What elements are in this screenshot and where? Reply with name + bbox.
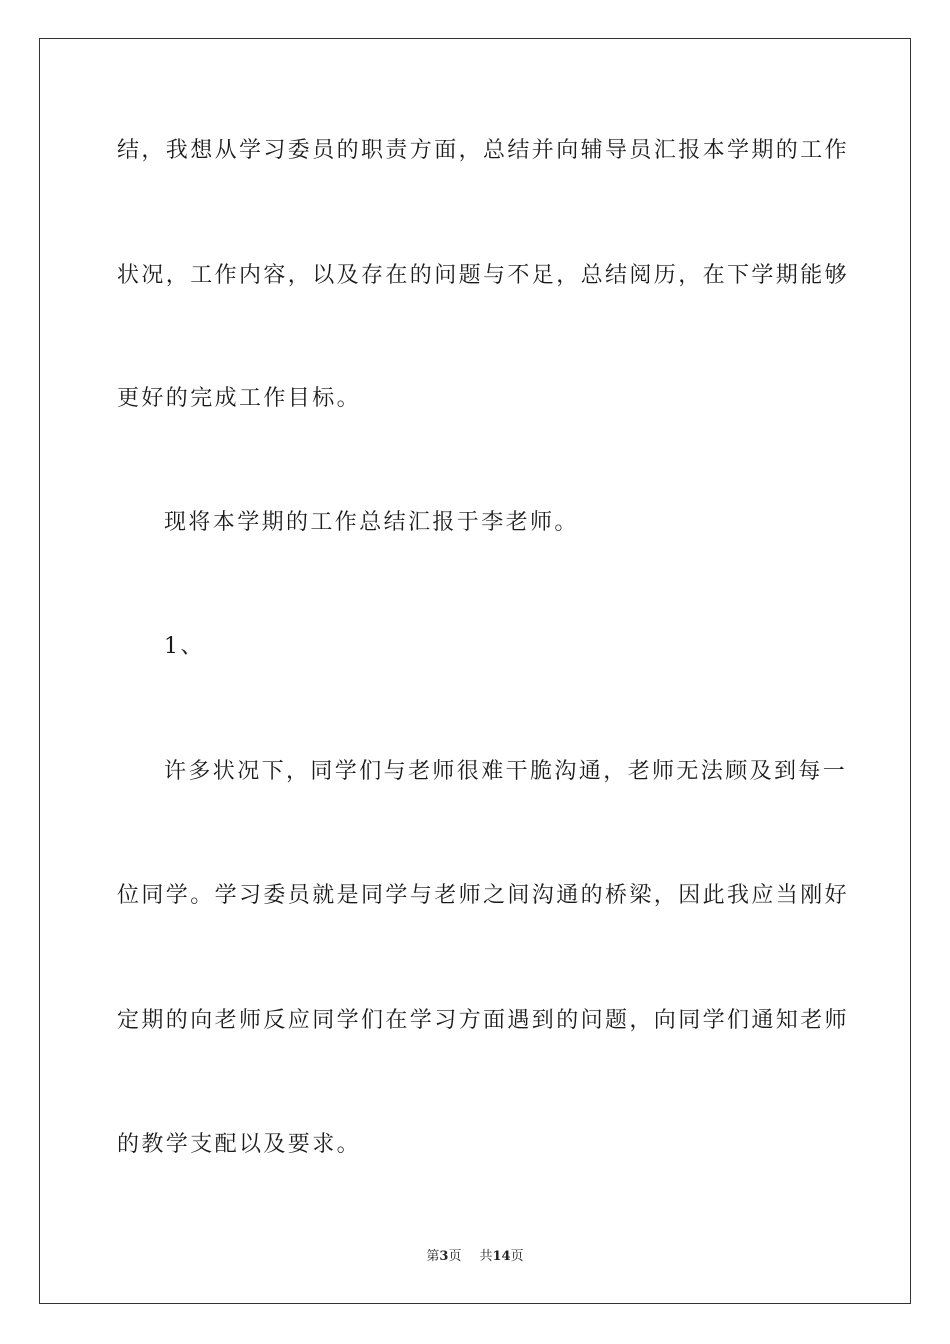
page-footer: [0, 1248, 950, 1266]
footer-page-total: 14: [492, 1249, 511, 1264]
text-line: 的教学支配以及要求。: [117, 1132, 362, 1157]
text-line: 结，我想从学习委员的职责方面，总结并向辅导员汇报本学期的工作: [117, 138, 850, 163]
text-line: 状况，工作内容，以及存在的问题与不足，总结阅历，在下学期能够: [117, 263, 850, 288]
footer-page-current: 3: [439, 1249, 449, 1264]
list-number: 1、: [164, 634, 205, 659]
text-line: 许多状况下，同学们与老师很难干脆沟通，老师无法顾及到每一: [164, 759, 848, 784]
text-line: 现将本学期的工作总结汇报于李老师。: [164, 510, 579, 535]
text-line: 更好的完成工作目标。: [117, 386, 362, 411]
footer-total-prefix: 共: [479, 1249, 493, 1264]
footer-page-suffix: 页: [448, 1249, 462, 1264]
page-border: [39, 38, 911, 1304]
text-line: 定期的向老师反应同学们在学习方面遇到的问题，向同学们通知老师: [117, 1008, 850, 1033]
footer-total-suffix: 页: [510, 1249, 524, 1264]
footer-page-prefix: 第: [426, 1249, 440, 1264]
text-line: 位同学。学习委员就是同学与老师之间沟通的桥梁，因此我应当刚好: [117, 883, 850, 908]
